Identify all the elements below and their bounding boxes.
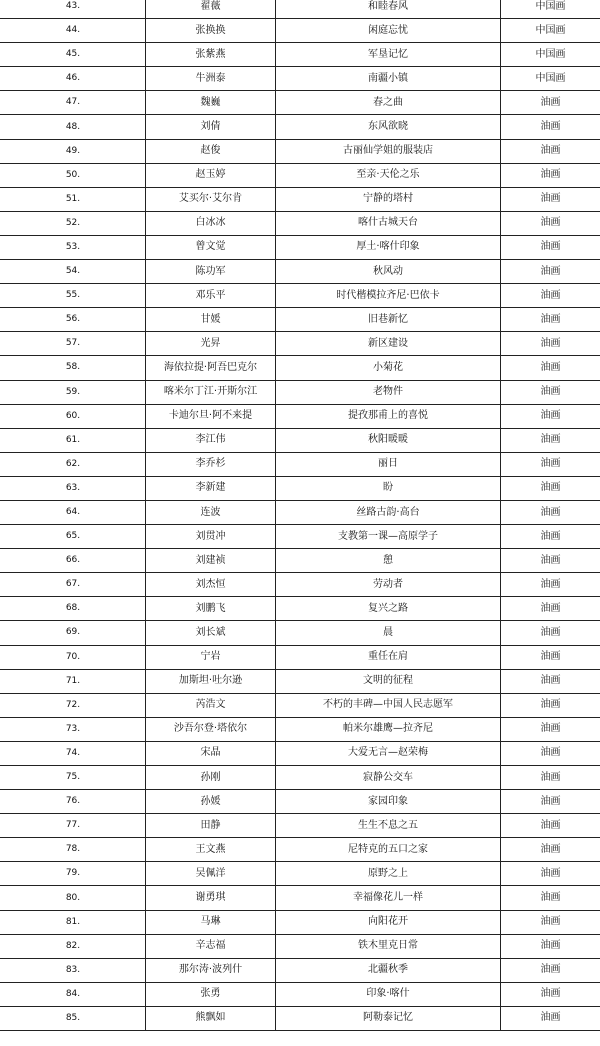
artist-name-cell: 海依拉提·阿吾巴克尔	[146, 356, 276, 380]
row-number-cell: 49.	[1, 139, 146, 163]
table-row	[1, 886, 600, 910]
table-row	[1, 790, 600, 814]
artwork-title-cell: 丝路古韵·高台	[276, 500, 501, 524]
artist-name-cell: 翟薇	[146, 0, 276, 19]
artwork-title-cell: 复兴之路	[276, 597, 501, 621]
artwork-title-cell: 不朽的丰碑—中国人民志愿军	[276, 693, 501, 717]
table-row	[1, 356, 600, 380]
category-cell: 油画	[501, 139, 600, 163]
category-cell: 油画	[501, 741, 600, 765]
artwork-title-cell: 晨	[276, 621, 501, 645]
table-row	[1, 573, 600, 597]
row-number-cell: 57.	[1, 332, 146, 356]
table-row	[1, 404, 600, 428]
artwork-title-cell: 铁木里克日常	[276, 934, 501, 958]
row-number-cell: 46.	[1, 67, 146, 91]
artwork-title-cell: 幸福像花儿一样	[276, 886, 501, 910]
category-cell: 油画	[501, 332, 600, 356]
category-cell: 油画	[501, 790, 600, 814]
table-row	[1, 67, 600, 91]
artist-name-cell: 宁岩	[146, 645, 276, 669]
table-row	[1, 19, 600, 43]
row-number-cell: 61.	[1, 428, 146, 452]
artist-name-cell: 张勇	[146, 982, 276, 1006]
category-cell: 油画	[501, 404, 600, 428]
artist-name-cell: 赵俊	[146, 139, 276, 163]
artwork-title-cell: 秋风动	[276, 260, 501, 284]
artwork-title-cell: 春之曲	[276, 91, 501, 115]
artist-name-cell: 芮浩文	[146, 693, 276, 717]
table-row	[1, 476, 600, 500]
row-number-cell: 56.	[1, 308, 146, 332]
table-row	[1, 1006, 600, 1030]
table-row	[1, 0, 600, 19]
row-number-cell: 81.	[1, 910, 146, 934]
row-number-cell: 62.	[1, 452, 146, 476]
category-cell: 油画	[501, 982, 600, 1006]
artist-name-cell: 李江伟	[146, 428, 276, 452]
artist-name-cell: 卡迪尔旦·阿不来提	[146, 404, 276, 428]
row-number-cell: 70.	[1, 645, 146, 669]
row-number-cell: 44.	[1, 19, 146, 43]
row-number-cell: 73.	[1, 717, 146, 741]
row-number-cell: 66.	[1, 549, 146, 573]
category-cell: 中国画	[501, 0, 600, 19]
row-number-cell: 48.	[1, 115, 146, 139]
row-number-cell: 74.	[1, 741, 146, 765]
table-row	[1, 308, 600, 332]
artist-name-cell: 赵玉婷	[146, 163, 276, 187]
artwork-title-cell: 支教第一课—高原学子	[276, 525, 501, 549]
category-cell: 油画	[501, 621, 600, 645]
artwork-title-cell: 时代楷模拉齐尼·巴依卡	[276, 284, 501, 308]
row-number-cell: 52.	[1, 211, 146, 235]
artwork-title-cell: 生生不息之五	[276, 814, 501, 838]
artist-name-cell: 邓乐平	[146, 284, 276, 308]
category-cell: 油画	[501, 260, 600, 284]
artwork-title-cell: 新区建设	[276, 332, 501, 356]
category-cell: 油画	[501, 500, 600, 524]
category-cell: 油画	[501, 380, 600, 404]
category-cell: 油画	[501, 597, 600, 621]
artist-name-cell: 马琳	[146, 910, 276, 934]
table-row	[1, 862, 600, 886]
artwork-title-cell: 旧巷新忆	[276, 308, 501, 332]
artwork-title-cell: 阿勒泰记忆	[276, 1006, 501, 1030]
category-cell: 油画	[501, 645, 600, 669]
artist-name-cell: 刘长斌	[146, 621, 276, 645]
row-number-cell: 45.	[1, 43, 146, 67]
artwork-title-cell: 憩	[276, 549, 501, 573]
artist-name-cell: 曾文觉	[146, 235, 276, 259]
row-number-cell: 53.	[1, 235, 146, 259]
row-number-cell: 47.	[1, 91, 146, 115]
row-number-cell: 60.	[1, 404, 146, 428]
artist-name-cell: 辛志福	[146, 934, 276, 958]
row-number-cell: 58.	[1, 356, 146, 380]
table-row	[1, 260, 600, 284]
artwork-title-cell: 尼特克的五口之家	[276, 838, 501, 862]
artwork-title-cell: 军垦记忆	[276, 43, 501, 67]
table-row	[1, 284, 600, 308]
row-number-cell: 75.	[1, 766, 146, 790]
artwork-title-cell: 提孜那甫上的喜悦	[276, 404, 501, 428]
table-row	[1, 332, 600, 356]
category-cell: 油画	[501, 1006, 600, 1030]
artwork-title-cell: 向阳花开	[276, 910, 501, 934]
table-row	[1, 814, 600, 838]
category-cell: 油画	[501, 958, 600, 982]
artist-name-cell: 田静	[146, 814, 276, 838]
artwork-title-cell: 寂静公交车	[276, 766, 501, 790]
table-row	[1, 549, 600, 573]
artist-name-cell: 李乔杉	[146, 452, 276, 476]
artist-name-cell: 那尔涛·波列什	[146, 958, 276, 982]
row-number-cell: 64.	[1, 500, 146, 524]
artwork-title-cell: 闲庭忘忧	[276, 19, 501, 43]
artist-name-cell: 刘鹏飞	[146, 597, 276, 621]
table-row	[1, 139, 600, 163]
category-cell: 油画	[501, 693, 600, 717]
category-cell: 油画	[501, 717, 600, 741]
table-row	[1, 910, 600, 934]
row-number-cell: 50.	[1, 163, 146, 187]
artist-name-cell: 熊飘如	[146, 1006, 276, 1030]
category-cell: 中国画	[501, 19, 600, 43]
artwork-title-cell: 重任在肩	[276, 645, 501, 669]
table-row	[1, 187, 600, 211]
row-number-cell: 54.	[1, 260, 146, 284]
row-number-cell: 79.	[1, 862, 146, 886]
category-cell: 油画	[501, 211, 600, 235]
row-number-cell: 77.	[1, 814, 146, 838]
category-cell: 油画	[501, 886, 600, 910]
category-cell: 油画	[501, 862, 600, 886]
artwork-title-cell: 宁静的塔村	[276, 187, 501, 211]
table-body	[1, 0, 600, 1031]
category-cell: 油画	[501, 115, 600, 139]
category-cell: 油画	[501, 163, 600, 187]
row-number-cell: 80.	[1, 886, 146, 910]
artwork-title-cell: 原野之上	[276, 862, 501, 886]
row-number-cell: 84.	[1, 982, 146, 1006]
row-number-cell: 72.	[1, 693, 146, 717]
artwork-title-cell: 小菊花	[276, 356, 501, 380]
table-row	[1, 163, 600, 187]
artist-name-cell: 喀米尔丁江·开斯尔江	[146, 380, 276, 404]
table-row	[1, 43, 600, 67]
artwork-title-cell: 喀什古城天台	[276, 211, 501, 235]
row-number-cell: 69.	[1, 621, 146, 645]
artist-name-cell: 张紫燕	[146, 43, 276, 67]
artist-name-cell: 孙刚	[146, 766, 276, 790]
artist-name-cell: 张换换	[146, 19, 276, 43]
artist-name-cell: 孙媛	[146, 790, 276, 814]
table-row	[1, 838, 600, 862]
category-cell: 油画	[501, 573, 600, 597]
table-row	[1, 934, 600, 958]
table-row	[1, 211, 600, 235]
category-cell: 油画	[501, 476, 600, 500]
row-number-cell: 76.	[1, 790, 146, 814]
category-cell: 油画	[501, 669, 600, 693]
artwork-title-cell: 南疆小镇	[276, 67, 501, 91]
table-row	[1, 741, 600, 765]
artist-name-cell: 牛洲泰	[146, 67, 276, 91]
table-row	[1, 958, 600, 982]
category-cell: 油画	[501, 838, 600, 862]
table-row	[1, 115, 600, 139]
row-number-cell: 55.	[1, 284, 146, 308]
artwork-title-cell: 印象·喀什	[276, 982, 501, 1006]
artwork-title-cell: 至亲·天伦之乐	[276, 163, 501, 187]
artwork-title-cell: 秋阳暖暖	[276, 428, 501, 452]
table-row	[1, 91, 600, 115]
artwork-title-cell: 大爱无言—赵荣梅	[276, 741, 501, 765]
table-row	[1, 235, 600, 259]
artist-name-cell: 宋晶	[146, 741, 276, 765]
category-cell: 油画	[501, 284, 600, 308]
row-number-cell: 78.	[1, 838, 146, 862]
table-row	[1, 380, 600, 404]
category-cell: 油画	[501, 187, 600, 211]
row-number-cell: 65.	[1, 525, 146, 549]
artwork-title-cell: 古丽仙学姐的服装店	[276, 139, 501, 163]
artist-name-cell: 李新建	[146, 476, 276, 500]
artwork-title-cell: 文明的征程	[276, 669, 501, 693]
artwork-title-cell: 北疆秋季	[276, 958, 501, 982]
artwork-title-cell: 帕米尔雄鹰—拉齐尼	[276, 717, 501, 741]
artwork-title-cell: 劳动者	[276, 573, 501, 597]
artist-name-cell: 王文燕	[146, 838, 276, 862]
artist-name-cell: 加斯坦·吐尔逊	[146, 669, 276, 693]
artist-name-cell: 刘建祯	[146, 549, 276, 573]
table-row	[1, 500, 600, 524]
artist-name-cell: 吴佩洋	[146, 862, 276, 886]
artwork-title-cell: 盼	[276, 476, 501, 500]
row-number-cell: 51.	[1, 187, 146, 211]
artwork-title-cell: 家园印象	[276, 790, 501, 814]
artist-name-cell: 连波	[146, 500, 276, 524]
row-number-cell: 59.	[1, 380, 146, 404]
category-cell: 油画	[501, 428, 600, 452]
category-cell: 油画	[501, 549, 600, 573]
artist-name-cell: 刘倩	[146, 115, 276, 139]
category-cell: 油画	[501, 910, 600, 934]
artist-name-cell: 刘贯冲	[146, 525, 276, 549]
artwork-title-cell: 东风欲晓	[276, 115, 501, 139]
table-row	[1, 982, 600, 1006]
table-row	[1, 525, 600, 549]
artist-name-cell: 沙吾尔登·塔依尔	[146, 717, 276, 741]
artist-name-cell: 艾买尔·艾尔肯	[146, 187, 276, 211]
table-row	[1, 621, 600, 645]
row-number-cell: 43.	[1, 0, 146, 19]
artist-name-cell: 白冰冰	[146, 211, 276, 235]
row-number-cell: 71.	[1, 669, 146, 693]
artist-name-cell: 陈功军	[146, 260, 276, 284]
artist-name-cell: 魏巍	[146, 91, 276, 115]
table-row	[1, 597, 600, 621]
table-row	[1, 428, 600, 452]
artist-name-cell: 甘媛	[146, 308, 276, 332]
row-number-cell: 68.	[1, 597, 146, 621]
artwork-title-cell: 丽日	[276, 452, 501, 476]
category-cell: 油画	[501, 235, 600, 259]
artwork-title-cell: 老物件	[276, 380, 501, 404]
table-row	[1, 452, 600, 476]
artist-name-cell: 光昇	[146, 332, 276, 356]
category-cell: 中国画	[501, 67, 600, 91]
category-cell: 油画	[501, 308, 600, 332]
category-cell: 油画	[501, 525, 600, 549]
row-number-cell: 82.	[1, 934, 146, 958]
table-row	[1, 693, 600, 717]
category-cell: 油画	[501, 934, 600, 958]
category-cell: 油画	[501, 91, 600, 115]
artist-name-cell: 刘杰恒	[146, 573, 276, 597]
table-row	[1, 766, 600, 790]
category-cell: 油画	[501, 356, 600, 380]
category-cell: 油画	[501, 766, 600, 790]
category-cell: 油画	[501, 452, 600, 476]
category-cell: 油画	[501, 814, 600, 838]
table-row	[1, 717, 600, 741]
artwork-title-cell: 和睦春风	[276, 0, 501, 19]
category-cell: 中国画	[501, 43, 600, 67]
row-number-cell: 67.	[1, 573, 146, 597]
table-row	[1, 669, 600, 693]
table-row	[1, 645, 600, 669]
row-number-cell: 63.	[1, 476, 146, 500]
row-number-cell: 85.	[1, 1006, 146, 1030]
artwork-title-cell: 厚土·喀什印象	[276, 235, 501, 259]
artist-name-cell: 谢勇琪	[146, 886, 276, 910]
row-number-cell: 83.	[1, 958, 146, 982]
